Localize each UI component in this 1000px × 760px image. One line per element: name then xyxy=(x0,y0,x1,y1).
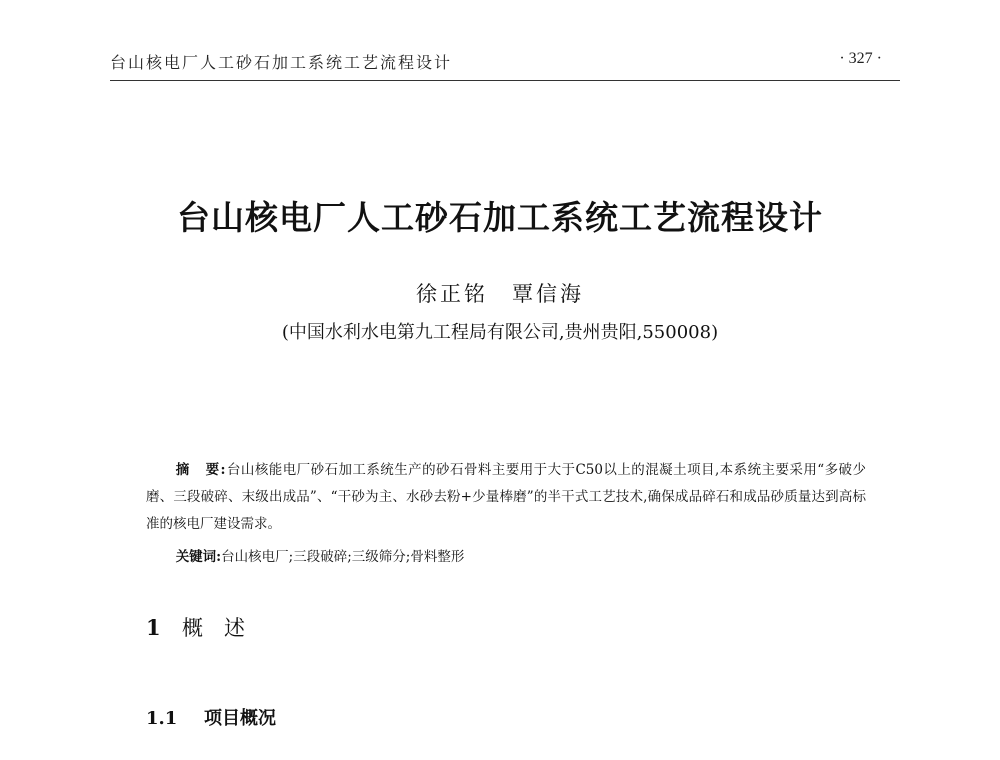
section-number: 1 xyxy=(146,615,161,640)
abstract-paragraph xyxy=(146,457,866,538)
paper-title: 台山核电厂人工砂石加工系统工艺流程设计 xyxy=(177,198,823,237)
running-title: 台山核电厂人工砂石加工系统工艺流程设计 xyxy=(110,53,453,72)
subsection-title: 项目概况 xyxy=(204,708,276,729)
abstract-label: 摘 要: xyxy=(175,462,227,478)
abstract-text: 台山核能电厂砂石加工系统生产的砂石骨料主要用于大于C50以上的混凝土项目,本系统主要采用“多破少磨、三段破碎、末级出成品”、“干砂为主、水砂去粉+少量棒磨”的半干式工艺技术,确保成品碎石和成品砂质量达到高标准的核电厂建设需求。 xyxy=(146,462,867,532)
subsection-heading xyxy=(146,704,276,730)
keywords xyxy=(146,544,866,571)
page-number: · 327 · xyxy=(839,50,882,67)
affiliation: (中国水利水电第九工程局有限公司,贵州贵阳,550008) xyxy=(281,322,719,343)
keywords-text: 台山核电厂;三段破碎;三级筛分;骨料整形 xyxy=(221,549,465,565)
section-title: 概 述 xyxy=(182,616,245,640)
abstract xyxy=(146,457,866,538)
authors: 徐正铭 覃信海 xyxy=(416,282,584,306)
running-header xyxy=(110,50,900,78)
section-heading xyxy=(146,612,245,642)
subsection-number: 1.1 xyxy=(146,708,178,729)
header-divider xyxy=(110,80,900,81)
keywords-label: 关键词: xyxy=(175,549,222,565)
